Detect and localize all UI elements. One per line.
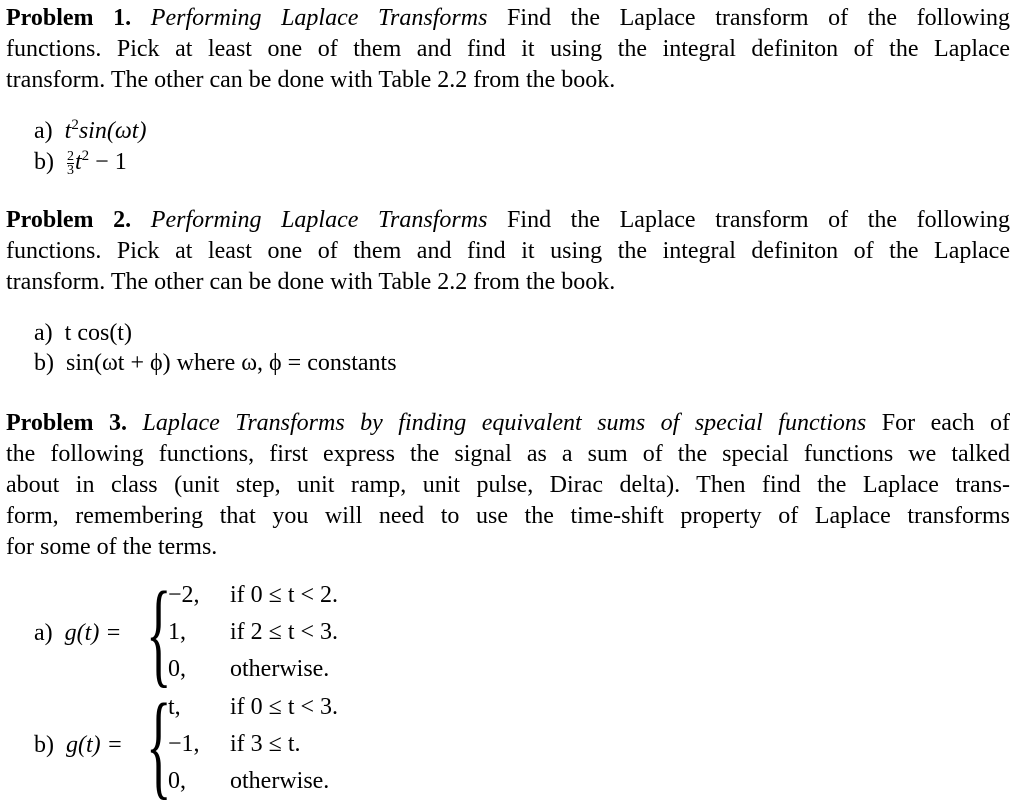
problem-3-text: form, remembering that you will need to use the time-shift property of Laplace transforms [6, 503, 1010, 529]
problem-3-text: about in class (unit step, unit ramp, unit pulse, Dirac delta). Then find the Laplace trans- [6, 472, 1010, 498]
problem-3-text: the following functions, first express the signal as a sum of the special functions we talked [6, 441, 1010, 467]
problem-1-item-a: a) $t^2\sin(\omega t)$ [34, 117, 147, 144]
left-brace-icon: { [146, 567, 172, 698]
problem-3-text: for some of the terms. [6, 534, 218, 560]
problem-2-label: Problem 2. [6, 207, 132, 233]
problem-1-heading-line [6, 3, 1010, 34]
case-condition: if 3 ≤ t. [230, 731, 301, 757]
case-condition: otherwise. [230, 656, 330, 682]
problem-3-label: Problem 3. [6, 410, 128, 436]
problem-1-label: Problem 1. [6, 5, 132, 31]
case-value: −2, [168, 582, 200, 608]
problem-2-text: transform. The other can be done with Table 2.2 from the book. [6, 269, 616, 295]
piecewise-b-lhs: b) g(t) = [34, 732, 123, 758]
piecewise-a-lhs: a) g(t) = [34, 620, 122, 646]
problem-2-title: Performing Laplace Transforms [150, 207, 488, 233]
case-condition: if 0 ≤ t < 2. [230, 582, 339, 608]
case-condition: if 2 ≤ t < 3. [230, 619, 339, 645]
problem-3-heading-line [6, 408, 1010, 439]
left-brace-icon: { [146, 679, 172, 810]
case-condition: otherwise. [230, 768, 330, 794]
problem-2-text: Find the Laplace transform of the following [507, 207, 1011, 233]
problem-1-title: Performing Laplace Transforms [150, 5, 488, 31]
problem-1-text: transform. The other can be done with Table 2.2 from the book. [6, 67, 616, 93]
problem-1-text: functions. Pick at least one of them and find it using the integral definiton of the Laplace [6, 36, 1010, 62]
case-value: 0, [168, 768, 186, 794]
problem-2-text: functions. Pick at least one of them and find it using the integral definiton of the Laplace [6, 238, 1010, 264]
case-condition: if 0 ≤ t < 3. [230, 694, 339, 720]
case-value: t, [168, 694, 181, 720]
problem-3-title: Laplace Transforms by finding equivalent sums of special functions [142, 410, 867, 436]
problem-1-item-b: b) $\frac{2}{3}$ $t^2 - 1$ [34, 148, 127, 178]
case-value: −1, [168, 731, 200, 757]
problem-3-text: For each of [881, 410, 1011, 436]
case-value: 0, [168, 656, 186, 682]
problem-2-heading-line [6, 205, 1010, 236]
problem-2-item-b: b) sin(ωt + ϕ) where ω, ϕ = constants [34, 350, 397, 376]
problem-2-item-a: a) t cos(t) [34, 320, 132, 346]
case-value: 1, [168, 619, 186, 645]
problem-1-text: Find the Laplace transform of the following [507, 5, 1011, 31]
fraction: $\frac{2}{3}$ [67, 148, 74, 178]
